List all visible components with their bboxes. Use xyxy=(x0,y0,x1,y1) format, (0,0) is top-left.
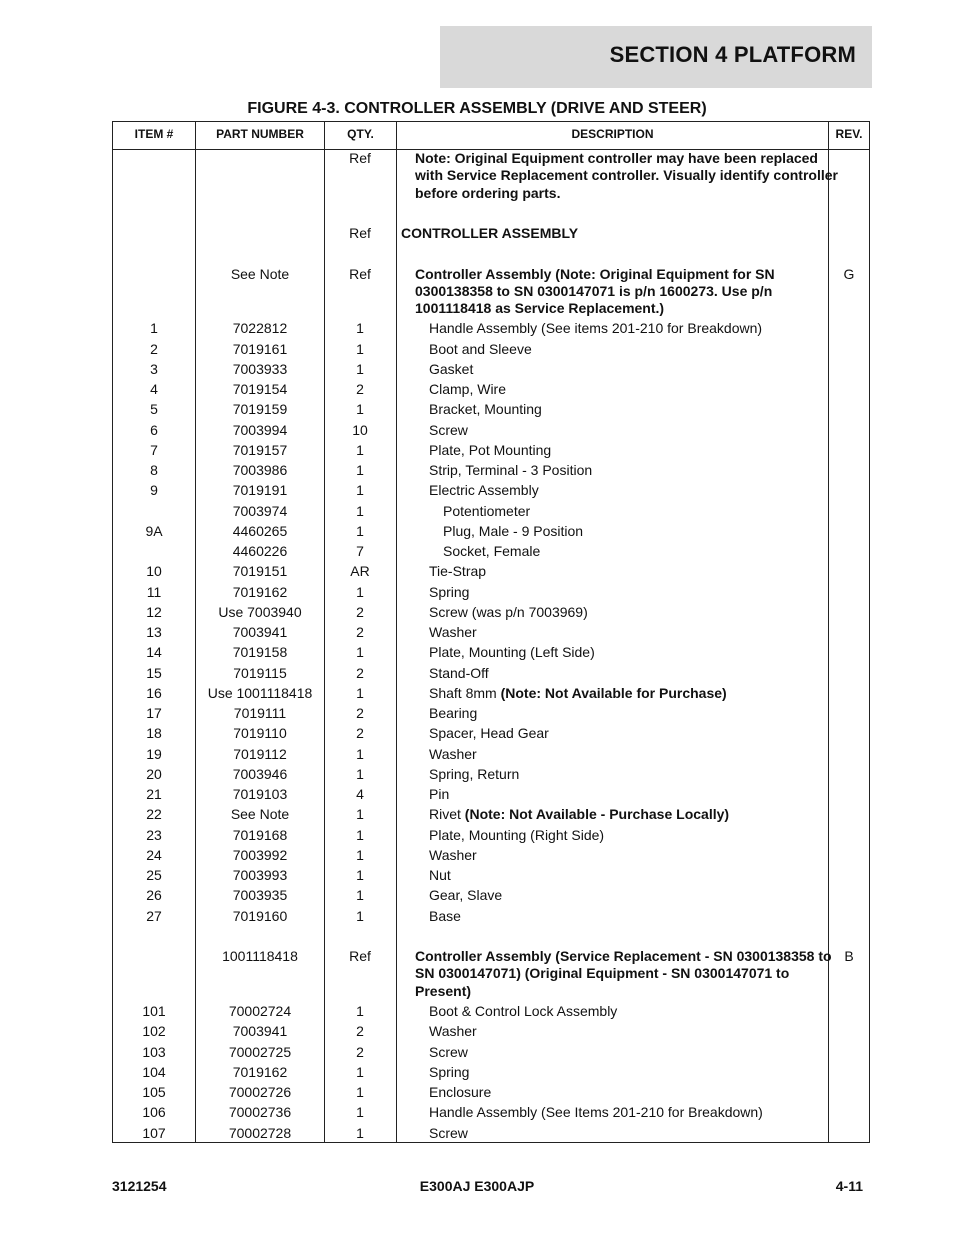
cell-qty: 1 xyxy=(356,846,364,863)
description-text: Boot and Sleeve xyxy=(429,340,532,357)
description-text: Potentiometer xyxy=(443,502,531,519)
cell-qty: 1 xyxy=(356,765,364,782)
cell-item-number: 17 xyxy=(146,705,162,722)
column-header-description: DESCRIPTION xyxy=(571,127,654,141)
table-row xyxy=(113,503,869,523)
description-text: Spring, Return xyxy=(429,765,520,782)
cell-description xyxy=(397,887,859,904)
cell-item-number: 19 xyxy=(146,745,162,762)
cell-qty: 1 xyxy=(356,684,364,701)
cell-qty: 1 xyxy=(356,441,364,458)
cell-qty: 1 xyxy=(356,806,364,823)
cell-part-number: 7003941 xyxy=(232,624,288,641)
cell-item-number: 23 xyxy=(146,826,162,843)
description-text: Spring xyxy=(429,583,470,600)
table-row xyxy=(113,887,869,907)
description-text: Stand-Off xyxy=(429,664,489,681)
cell-item-number: 18 xyxy=(146,725,162,742)
table-row xyxy=(113,1084,869,1104)
cell-part-number: 7003941 xyxy=(232,1023,288,1040)
table-row xyxy=(113,766,869,786)
table-row xyxy=(113,1104,869,1124)
cell-description xyxy=(397,462,859,479)
cell-description xyxy=(397,341,859,358)
description-text: Tie-Strap xyxy=(429,563,487,580)
cell-item-number: 105 xyxy=(142,1084,166,1101)
cell-part-number: 70002724 xyxy=(228,1003,292,1020)
cell-qty: 2 xyxy=(356,603,364,620)
cell-description xyxy=(397,503,873,520)
table-row xyxy=(113,462,869,482)
cell-item-number: 20 xyxy=(146,765,162,782)
cell-description xyxy=(397,225,831,242)
description-text: Screw xyxy=(429,421,468,438)
cell-qty: 2 xyxy=(356,664,364,681)
cell-part-number: See Note xyxy=(230,265,290,282)
table-row xyxy=(113,1064,869,1084)
cell-part-number: 7019157 xyxy=(232,441,288,458)
description-text: Handle Assembly (See items 201-210 for Breakdown) xyxy=(429,320,763,337)
cell-part-number: 7019111 xyxy=(233,705,287,722)
table-row xyxy=(113,1023,869,1043)
description-text: CONTROLLER ASSEMBLY xyxy=(401,225,579,242)
table-row xyxy=(113,563,869,583)
footer-doc-number: 3121254 xyxy=(112,1178,167,1194)
cell-part-number: 7003993 xyxy=(232,867,288,884)
description-text: Gear, Slave xyxy=(429,887,503,904)
table-row xyxy=(113,401,869,421)
description-text: Screw (was p/n 7003969) xyxy=(429,603,588,620)
column-header-item: ITEM # xyxy=(134,127,174,141)
description-text: Clamp, Wire xyxy=(429,381,507,398)
cell-qty: 2 xyxy=(356,624,364,641)
section-title: SECTION 4 PLATFORM xyxy=(609,42,856,67)
table-row xyxy=(113,1003,869,1023)
section-header-box xyxy=(440,26,872,88)
cell-description xyxy=(397,584,859,601)
cell-qty: 2 xyxy=(356,725,364,742)
cell-part-number: 7019162 xyxy=(232,1063,288,1080)
cell-description xyxy=(397,1125,859,1142)
cell-qty: 2 xyxy=(356,1043,364,1060)
table-row xyxy=(113,948,869,1003)
cell-description xyxy=(397,908,859,925)
description-text: Controller Assembly (Service Replacement - SN 0300138358 to SN 0300147071) (Original Equipment - SN 0300147071 to Present) xyxy=(415,948,832,999)
description-text: Washer xyxy=(429,1023,477,1040)
table-row xyxy=(113,624,869,644)
cell-part-number: 70002736 xyxy=(228,1104,292,1121)
cell-part-number: 7003992 xyxy=(232,846,288,863)
cell-description xyxy=(397,401,859,418)
table-row xyxy=(113,381,869,401)
cell-qty: 4 xyxy=(356,786,364,803)
table-row xyxy=(113,847,869,867)
description-text: Washer xyxy=(429,846,477,863)
cell-qty: AR xyxy=(350,563,370,580)
description-text: Note: Original Equipment controller may have been replaced with Service Replacement controller. Visually identify controller before ordering parts. xyxy=(415,150,838,201)
description-text: Screw xyxy=(429,1043,468,1060)
table-row xyxy=(113,1044,869,1064)
cell-qty: 1 xyxy=(356,1124,364,1141)
cell-item-number: 3 xyxy=(150,360,158,377)
cell-description xyxy=(397,827,859,844)
cell-item-number: 13 xyxy=(146,624,162,641)
cell-rev: G xyxy=(843,265,855,282)
cell-description xyxy=(397,847,859,864)
cell-qty: 7 xyxy=(356,543,364,560)
cell-part-number: 7019191 xyxy=(232,482,288,499)
description-text: Plate, Pot Mounting xyxy=(429,441,552,458)
cell-item-number: 24 xyxy=(146,846,162,863)
description-text: Strip, Terminal - 3 Position xyxy=(429,462,593,479)
cell-qty: 1 xyxy=(356,482,364,499)
cell-item-number: 16 xyxy=(146,684,162,701)
cell-description xyxy=(397,1064,859,1081)
cell-item-number: 9 xyxy=(150,482,158,499)
table-row xyxy=(113,827,869,847)
cell-part-number: 1001118418 xyxy=(222,948,298,965)
cell-description xyxy=(397,1003,859,1020)
column-header-part-number: PART NUMBER xyxy=(216,127,304,141)
table-row xyxy=(113,543,869,563)
cell-qty: Ref xyxy=(349,948,371,965)
cell-description xyxy=(397,705,859,722)
description-text: Washer xyxy=(429,745,477,762)
cell-part-number: 7019168 xyxy=(232,826,288,843)
table-row xyxy=(113,482,869,502)
cell-qty: 1 xyxy=(356,1063,364,1080)
cell-description xyxy=(397,624,859,641)
cell-description xyxy=(397,320,859,337)
cell-qty: 2 xyxy=(356,381,364,398)
cell-qty: Ref xyxy=(349,225,371,242)
cell-description xyxy=(397,150,845,202)
cell-part-number: 7022812 xyxy=(232,320,288,337)
cell-item-number: 102 xyxy=(142,1023,166,1040)
cell-part-number: 7019160 xyxy=(232,907,288,924)
cell-part-number: 7003935 xyxy=(232,887,288,904)
table-row xyxy=(113,685,869,705)
table-row xyxy=(113,320,869,340)
description-text: Plate, Mounting (Right Side) xyxy=(429,826,605,843)
table-row xyxy=(113,225,869,245)
cell-part-number: 7003974 xyxy=(232,502,288,519)
cell-description xyxy=(397,482,859,499)
table-row xyxy=(113,928,869,948)
description-text: Spacer, Head Gear xyxy=(429,725,549,742)
cell-part-number: 7019154 xyxy=(232,381,288,398)
column-header-rev: REV. xyxy=(835,127,863,141)
description-text: Socket, Female xyxy=(443,543,541,560)
table-row xyxy=(113,245,869,265)
table-row xyxy=(113,908,869,928)
cell-description xyxy=(397,665,859,682)
cell-description xyxy=(397,948,845,1000)
footer-model: E300AJ E300AJP xyxy=(419,1178,535,1194)
table-row xyxy=(113,665,869,685)
table-row xyxy=(113,725,869,745)
description-text: Bearing xyxy=(429,705,478,722)
table-row xyxy=(113,786,869,806)
parts-table xyxy=(112,121,870,1143)
table-row xyxy=(113,150,869,205)
description-text: Plug, Male - 9 Position xyxy=(443,522,584,539)
description-text: Pin xyxy=(429,786,450,803)
cell-description xyxy=(397,1084,859,1101)
table-row xyxy=(113,205,869,225)
cell-description xyxy=(397,266,845,318)
cell-qty: 1 xyxy=(356,340,364,357)
table-row xyxy=(113,604,869,624)
cell-description xyxy=(397,1104,859,1121)
cell-item-number: 10 xyxy=(146,563,162,580)
cell-part-number: 7019158 xyxy=(232,644,288,661)
description-text: Plate, Mounting (Left Side) xyxy=(429,644,595,661)
table-row xyxy=(113,523,869,543)
cell-description xyxy=(397,806,859,823)
table-body xyxy=(113,150,869,1145)
cell-part-number: 7019161 xyxy=(232,340,288,357)
cell-description xyxy=(397,604,859,621)
cell-qty: 1 xyxy=(356,401,364,418)
description-text: Spring xyxy=(429,1063,470,1080)
table-row xyxy=(113,442,869,462)
cell-rev: B xyxy=(844,948,854,965)
description-text: Enclosure xyxy=(429,1084,492,1101)
cell-item-number: 15 xyxy=(146,664,162,681)
cell-item-number: 25 xyxy=(146,867,162,884)
footer-page-number: 4-11 xyxy=(835,1178,863,1194)
description-text: Washer xyxy=(429,624,477,641)
cell-qty: 2 xyxy=(356,705,364,722)
cell-part-number: Use 7003940 xyxy=(218,603,302,620)
description-text: Base xyxy=(429,907,461,924)
cell-qty: Ref xyxy=(349,150,371,166)
cell-part-number: 4460226 xyxy=(232,543,288,560)
cell-item-number: 7 xyxy=(150,441,158,458)
cell-part-number: 7003986 xyxy=(232,462,288,479)
table-row xyxy=(113,584,869,604)
cell-item-number: 104 xyxy=(142,1063,166,1080)
cell-part-number: 7019112 xyxy=(233,745,287,762)
cell-description xyxy=(397,381,859,398)
description-text: Nut xyxy=(429,867,451,884)
cell-qty: 1 xyxy=(356,522,364,539)
cell-item-number: 4 xyxy=(150,381,158,398)
table-row xyxy=(113,422,869,442)
table-row xyxy=(113,644,869,664)
cell-qty: 2 xyxy=(356,1023,364,1040)
table-row xyxy=(113,341,869,361)
cell-item-number: 6 xyxy=(150,421,158,438)
cell-part-number: 70002725 xyxy=(228,1043,292,1060)
table-row xyxy=(113,361,869,381)
cell-qty: 1 xyxy=(356,1104,364,1121)
cell-part-number: 7003946 xyxy=(232,765,288,782)
cell-item-number: 106 xyxy=(142,1104,166,1121)
description-text: Electric Assembly xyxy=(429,482,539,499)
cell-part-number: 7003933 xyxy=(232,360,288,377)
cell-description xyxy=(397,361,859,378)
cell-description xyxy=(397,563,859,580)
cell-description xyxy=(397,523,873,540)
cell-qty: 1 xyxy=(356,745,364,762)
cell-description xyxy=(397,766,859,783)
cell-part-number: 4460265 xyxy=(232,522,288,539)
cell-part-number: 7019159 xyxy=(232,401,288,418)
cell-item-number: 103 xyxy=(142,1043,166,1060)
table-row xyxy=(113,266,869,321)
description-text: Screw xyxy=(429,1124,468,1141)
cell-qty: 1 xyxy=(356,644,364,661)
cell-part-number: 7019151 xyxy=(232,563,288,580)
cell-item-number: 11 xyxy=(146,583,162,600)
cell-part-number: 7019162 xyxy=(232,583,288,600)
cell-description xyxy=(397,725,859,742)
cell-item-number: 5 xyxy=(150,401,158,418)
description-text: Shaft 8mm xyxy=(429,684,501,701)
table-row xyxy=(113,806,869,826)
cell-item-number: 26 xyxy=(146,887,162,904)
description-note: (Note: Not Available - Purchase Locally) xyxy=(464,806,730,823)
cell-item-number: 22 xyxy=(146,806,162,823)
description-text: Controller Assembly (Note: Original Equipment for SN 0300138358 to SN 0300147071 is p/n 1600273. Use p/n 1001118418 as Service Replacement.) xyxy=(415,265,775,317)
cell-description xyxy=(397,543,873,560)
cell-part-number: Use 1001118418 xyxy=(207,684,313,701)
table-row xyxy=(113,1125,869,1145)
cell-item-number: 1 xyxy=(150,320,158,337)
cell-part-number: 7019115 xyxy=(233,664,287,681)
cell-qty: 1 xyxy=(356,867,364,884)
description-text: Gasket xyxy=(429,360,474,377)
cell-description xyxy=(397,786,859,803)
cell-description xyxy=(397,746,859,763)
cell-part-number: 70002726 xyxy=(228,1084,292,1101)
table-row xyxy=(113,867,869,887)
cell-description xyxy=(397,1044,859,1061)
column-header-qty: QTY. xyxy=(347,127,374,141)
cell-qty: 1 xyxy=(356,1003,364,1020)
cell-item-number: 21 xyxy=(146,786,162,803)
description-text: Rivet xyxy=(429,806,465,823)
cell-qty: 1 xyxy=(356,907,364,924)
cell-qty: 1 xyxy=(356,462,364,479)
cell-description xyxy=(397,442,859,459)
cell-part-number: See Note xyxy=(230,806,290,823)
cell-part-number: 7019103 xyxy=(232,786,288,803)
cell-item-number: 9A xyxy=(145,522,163,539)
cell-part-number: 7019110 xyxy=(233,725,287,742)
cell-part-number: 7003994 xyxy=(232,421,288,438)
description-text: Bracket, Mounting xyxy=(429,401,542,418)
description-note: (Note: Not Available for Purchase) xyxy=(500,684,727,701)
cell-part-number: 70002728 xyxy=(228,1124,292,1141)
figure-title: FIGURE 4-3. CONTROLLER ASSEMBLY (DRIVE AND STEER) xyxy=(247,100,707,117)
description-text: Handle Assembly (See Items 201-210 for Breakdown) xyxy=(429,1104,763,1121)
cell-item-number: 107 xyxy=(142,1124,166,1141)
cell-qty: 1 xyxy=(356,887,364,904)
cell-description xyxy=(397,422,859,439)
cell-qty: 1 xyxy=(356,583,364,600)
cell-qty: Ref xyxy=(349,265,371,282)
cell-description xyxy=(397,644,859,661)
table-row xyxy=(113,746,869,766)
cell-qty: 1 xyxy=(356,826,364,843)
cell-description xyxy=(397,1023,859,1040)
cell-qty: 1 xyxy=(356,320,364,337)
cell-description xyxy=(397,685,859,702)
cell-item-number: 101 xyxy=(142,1003,166,1020)
description-text: Boot & Control Lock Assembly xyxy=(429,1003,618,1020)
cell-qty: 10 xyxy=(352,421,368,438)
cell-item-number: 27 xyxy=(146,907,162,924)
cell-item-number: 14 xyxy=(146,644,162,661)
cell-qty: 1 xyxy=(356,1084,364,1101)
cell-qty: 1 xyxy=(356,502,364,519)
cell-item-number: 8 xyxy=(150,462,158,479)
table-row xyxy=(113,705,869,725)
cell-item-number: 12 xyxy=(146,603,162,620)
cell-item-number: 2 xyxy=(150,340,158,357)
cell-qty: 1 xyxy=(356,360,364,377)
cell-description xyxy=(397,867,859,884)
